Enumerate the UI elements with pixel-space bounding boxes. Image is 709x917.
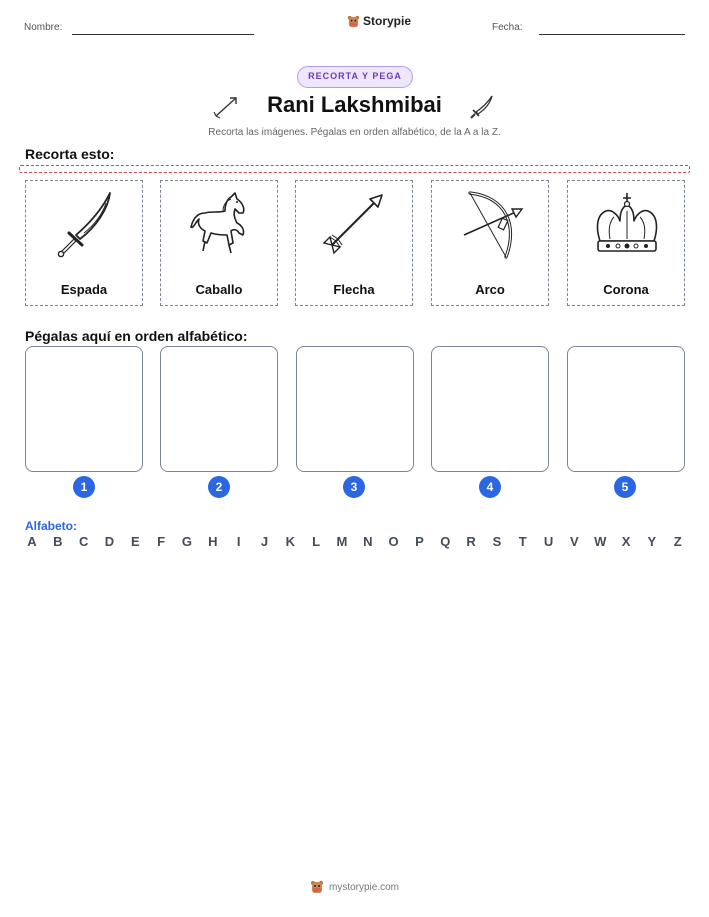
paste-number: 1 (73, 476, 95, 498)
date-line[interactable] (539, 34, 685, 35)
paste-box-1[interactable] (25, 346, 143, 472)
footer (0, 880, 709, 894)
paste-heading: Pégalas aquí en orden alfabético: (25, 328, 248, 344)
horse-icon (185, 189, 255, 261)
alphabet-letter: L (312, 534, 321, 549)
arrow-icon (320, 189, 390, 261)
card-label: Arco (475, 282, 505, 297)
alphabet-letter: H (208, 534, 218, 549)
paste-box-2[interactable] (160, 346, 278, 472)
crown-icon (592, 189, 662, 261)
alphabet-row (25, 534, 685, 549)
sword-icon (468, 94, 496, 120)
alphabet-letter: V (570, 534, 579, 549)
bow-icon (456, 189, 526, 261)
alphabet-letter: S (492, 534, 502, 549)
alphabet-letter: M (336, 534, 348, 549)
alphabet-letter: N (363, 534, 373, 549)
alphabet-letter: F (157, 534, 166, 549)
alphabet-letter: E (130, 534, 140, 549)
alphabet-letter: D (104, 534, 115, 549)
sword-icon (50, 189, 120, 261)
alphabet-letter: W (594, 534, 607, 549)
card-label: Corona (603, 282, 649, 297)
cut-card-corona[interactable] (567, 180, 685, 306)
alphabet-letter: U (543, 534, 554, 549)
alphabet-letter: O (388, 534, 399, 549)
alphabet-letter: B (53, 534, 63, 549)
alphabet-letter: Q (440, 534, 451, 549)
alphabet-letter: I (236, 534, 241, 549)
cut-card-caballo[interactable] (160, 180, 278, 306)
paste-number: 5 (614, 476, 636, 498)
paste-box-5[interactable] (567, 346, 685, 472)
alphabet-letter: C (78, 534, 89, 549)
instructions: Recorta las imágenes. Pégalas en orden alfabético, de la A a la Z. (208, 127, 501, 138)
alphabet-letter: A (27, 534, 37, 549)
bear-icon (310, 880, 324, 894)
cut-card-flecha[interactable] (295, 180, 413, 306)
paste-box-3[interactable] (296, 346, 414, 472)
footer-link[interactable]: mystorypie.com (328, 881, 399, 893)
page-title: Rani Lakshmibai (267, 92, 442, 117)
alphabet-letter: T (518, 534, 527, 549)
alphabet-letter: P (415, 534, 424, 549)
alphabet-letter: K (285, 534, 295, 549)
alphabet-letter: J (260, 534, 269, 549)
alphabet-letter: X (621, 534, 631, 549)
cut-card-espada[interactable] (25, 180, 143, 306)
cut-heading: Recorta esto: (25, 146, 115, 162)
date-label: Fecha: (492, 22, 523, 33)
card-label: Espada (60, 282, 108, 297)
alphabet-letter: Y (647, 534, 657, 549)
paste-box-4[interactable] (431, 346, 549, 472)
alphabet-letter: G (181, 534, 193, 549)
alphabet-letter: R (466, 534, 476, 549)
paste-number: 2 (208, 476, 230, 498)
alphabet-letter: Z (673, 534, 682, 549)
storypie-logo (324, 14, 434, 28)
worksheet-header (24, 14, 685, 42)
alphabet-heading: Alfabeto: (25, 519, 77, 533)
bear-icon (347, 15, 360, 28)
logo-text: Storypie (362, 14, 411, 28)
cut-line (19, 165, 690, 173)
activity-badge: RECORTA Y PEGA (297, 66, 413, 88)
card-label: Caballo (195, 282, 243, 297)
paste-number: 3 (343, 476, 365, 498)
cut-card-arco[interactable] (431, 180, 549, 306)
card-label: Flecha (333, 282, 375, 297)
paste-number: 4 (479, 476, 501, 498)
name-label: Nombre: (24, 22, 63, 33)
name-line[interactable] (72, 34, 254, 35)
